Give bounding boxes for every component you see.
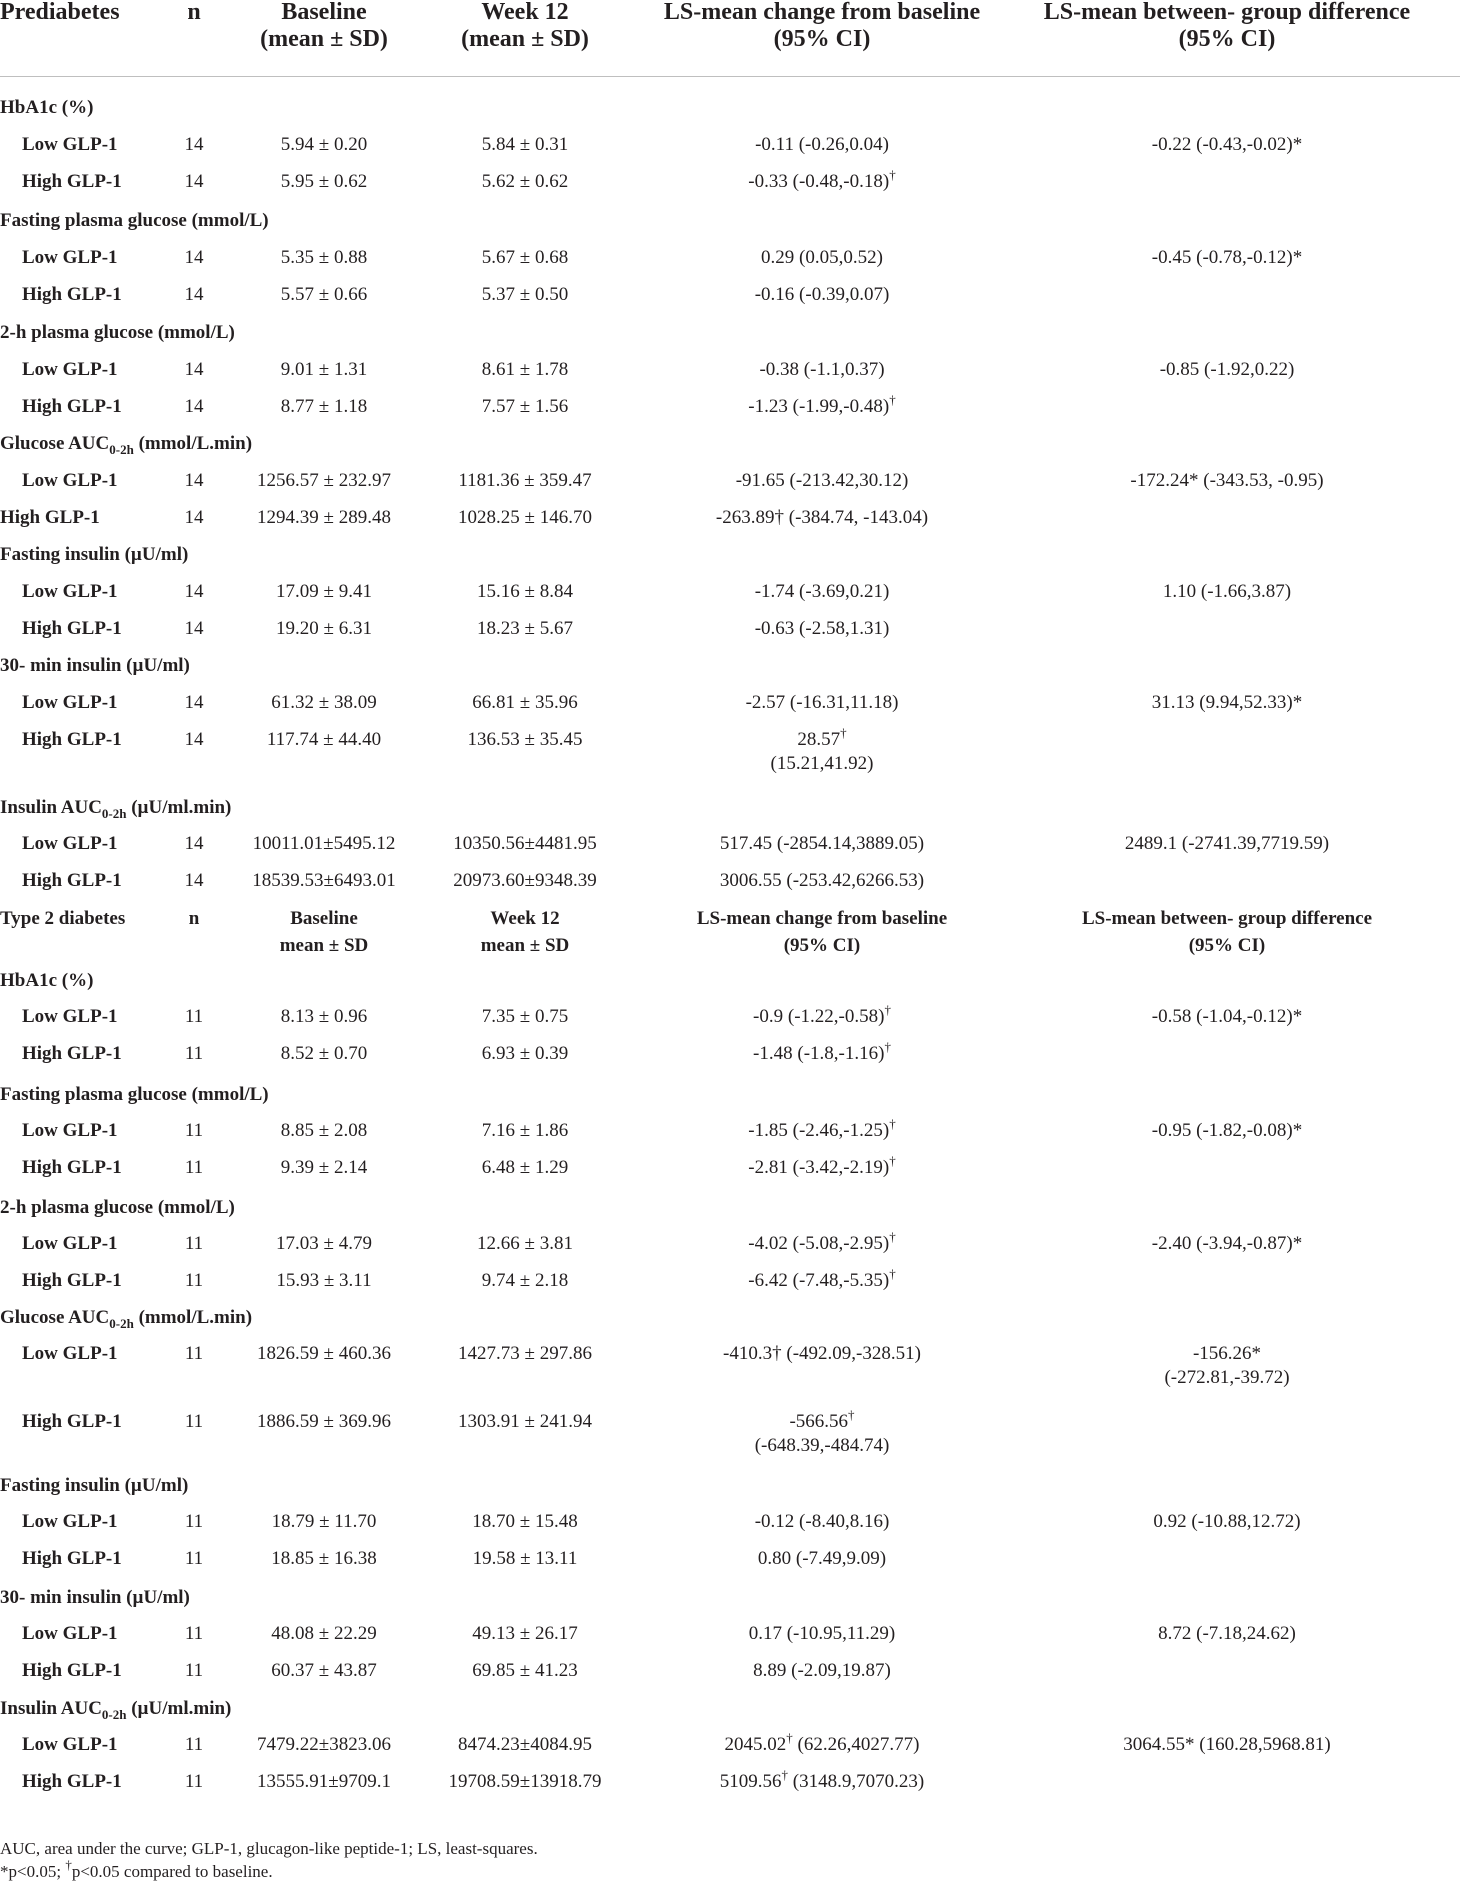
dagger-mark: † (889, 1229, 896, 1244)
cell-ls-change (746, 691, 899, 715)
header-prediabetes: Prediabetes (0, 0, 120, 25)
ls-change-value: 0.17 (-10.95,11.29) (748, 1623, 896, 1644)
measure-label-text: 30- min insulin (µU/ml) (0, 655, 190, 676)
cell-ls-change (724, 1730, 920, 1757)
measure-label-text: Insulin AUC (0, 797, 102, 818)
cell-n: 11 (184, 1511, 204, 1532)
cell-ls-diff: -0.58 (-1.04,-0.12)* (1151, 1006, 1303, 1027)
cell-week12: 18.23 ± 5.67 (477, 618, 573, 639)
measure-label-text: Fasting insulin (µU/ml) (0, 544, 189, 565)
ls-change-value: 517.45 (-2854.14,3889.05) (719, 833, 925, 854)
measure-label (0, 1474, 188, 1498)
cell-week12: 8474.23±4084.95 (458, 1734, 592, 1755)
row-group-name: Low GLP-1 (22, 134, 118, 155)
cell-week12: 49.13 ± 26.17 (472, 1623, 578, 1644)
footnote-baseline: p<0.05 compared to baseline. (71, 1862, 273, 1881)
cell-baseline: 19.20 ± 6.31 (276, 618, 372, 639)
row-group-name: Low GLP-1 (22, 581, 118, 602)
cell-n: 11 (184, 1006, 204, 1027)
cell-n: 11 (184, 1771, 204, 1792)
cell-ls-diff: -0.45 (-0.78,-0.12)* (1151, 247, 1303, 268)
row-group-name: Low GLP-1 (22, 1734, 118, 1755)
cell-week12: 136.53 ± 35.45 (467, 729, 583, 750)
footnote-star: *p<0.05; (0, 1862, 66, 1881)
cell-ls-change (720, 832, 924, 856)
cell-ls-change (755, 580, 890, 604)
row-group-name: Low GLP-1 (22, 1120, 118, 1141)
ls-change-value: -263.89† (-384.74, -143.04) (715, 507, 929, 528)
ls-change-value: -0.9 (-1.22,-0.58) (753, 1006, 885, 1027)
dagger-mark: † (786, 1730, 793, 1745)
cell-week12: 6.93 ± 0.39 (481, 1043, 569, 1064)
ls-change-value: 2045.02 (724, 1734, 787, 1755)
cell-baseline: 48.08 ± 22.29 (271, 1623, 377, 1644)
cell-ls-change (789, 1407, 855, 1434)
row-group-name: High GLP-1 (22, 1270, 122, 1291)
measure-label-unit: (mmol/L.min) (133, 1307, 253, 1328)
header-divider (0, 76, 1460, 77)
measure-label (0, 1697, 231, 1721)
cell-ls-change (749, 1622, 896, 1646)
row-group-name: High GLP-1 (22, 1157, 122, 1178)
measure-label-unit: (µU/ml.min) (126, 1698, 232, 1719)
ls-change-ci: (62.26,4027.77) (792, 1734, 920, 1755)
measure-label-text: 30- min insulin (µU/ml) (0, 1587, 190, 1608)
cell-baseline: 9.39 ± 2.14 (280, 1157, 368, 1178)
dagger-mark: † (889, 1116, 896, 1131)
cell-ls-change (755, 1510, 890, 1534)
cell-ls-change (797, 725, 847, 752)
cell-ls-diff: 2489.1 (-2741.39,7719.59) (1124, 833, 1330, 854)
cell-baseline: 1826.59 ± 460.36 (257, 1343, 391, 1364)
row-group-name: High GLP-1 (22, 729, 122, 750)
cell-baseline: 8.85 ± 2.08 (280, 1120, 368, 1141)
header-n: n (187, 0, 201, 25)
cell-week12: 5.84 ± 0.31 (481, 134, 569, 155)
measure-label (0, 1306, 252, 1330)
cell-week12: 1028.25 ± 146.70 (458, 507, 592, 528)
cell-ls-diff: 1.10 (-1.66,3.87) (1162, 581, 1292, 602)
row-group-name: Low GLP-1 (22, 1511, 118, 1532)
cell-n: 11 (184, 1548, 204, 1569)
measure-label-text: HbA1c (%) (0, 97, 94, 118)
measure-label-text: Glucose AUC (0, 1307, 110, 1328)
cell-n: 14 (184, 833, 204, 854)
subheader-ls-change: LS-mean change from baseline (696, 908, 948, 929)
cell-baseline: 13555.91±9709.1 (257, 1771, 391, 1792)
cell-ls-change-ci: (-648.39,-484.74) (754, 1435, 890, 1456)
cell-n: 14 (184, 247, 204, 268)
subheader-ls-change-ci: (95% CI) (783, 935, 861, 956)
cell-ls-change (720, 869, 924, 893)
header-ls-change-ci: (95% CI) (773, 26, 871, 52)
cell-n: 11 (184, 1157, 204, 1178)
cell-baseline: 18.85 ± 16.38 (271, 1548, 377, 1569)
ls-change-value: -1.74 (-3.69,0.21) (754, 581, 890, 602)
ls-change-value: -0.38 (-1.1,0.37) (759, 359, 885, 380)
cell-n: 11 (184, 1734, 204, 1755)
cell-ls-change (759, 358, 884, 382)
cell-n: 11 (184, 1120, 204, 1141)
cell-n: 11 (184, 1660, 204, 1681)
cell-baseline: 1256.57 ± 232.97 (257, 470, 391, 491)
dagger-mark: † (840, 725, 847, 740)
cell-ls-change (716, 506, 928, 530)
measure-label (0, 1083, 269, 1107)
cell-ls-change (761, 246, 883, 270)
cell-week12: 69.85 ± 41.23 (472, 1660, 578, 1681)
cell-week12: 9.74 ± 2.18 (481, 1270, 569, 1291)
cell-baseline: 1294.39 ± 289.48 (257, 507, 391, 528)
ls-change-value: -0.63 (-2.58,1.31) (754, 618, 890, 639)
ls-change-value: -410.3† (-492.09,-328.51) (723, 1343, 921, 1364)
cell-ls-diff-ci: (-272.81,-39.72) (1164, 1367, 1290, 1388)
ls-change-ci: (3148.9,7070.23) (788, 1771, 925, 1792)
cell-n: 14 (184, 507, 204, 528)
ls-change-value: -1.85 (-2.46,-1.25) (748, 1120, 890, 1141)
cell-n: 14 (184, 359, 204, 380)
measure-label-text: Glucose AUC (0, 433, 110, 454)
cell-baseline: 1886.59 ± 369.96 (257, 1411, 391, 1432)
row-group-name: Low GLP-1 (22, 692, 118, 713)
cell-ls-change (723, 1342, 921, 1366)
row-group-name: High GLP-1 (22, 1043, 122, 1064)
row-group-name: High GLP-1 (22, 1771, 122, 1792)
measure-label-subscript: 0-2h (109, 1316, 134, 1331)
cell-week12: 1303.91 ± 241.94 (458, 1411, 592, 1432)
row-group-name: High GLP-1 (22, 1548, 122, 1569)
measure-label (0, 654, 190, 678)
measure-label-text: Fasting plasma glucose (mmol/L) (0, 210, 269, 231)
cell-ls-change (748, 1153, 896, 1180)
row-group-name: Low GLP-1 (22, 833, 118, 854)
footnote-dagger: † (65, 1857, 72, 1872)
cell-n: 11 (184, 1623, 204, 1644)
measure-label (0, 969, 93, 993)
cell-baseline: 18539.53±6493.01 (252, 870, 396, 891)
cell-baseline: 17.03 ± 4.79 (276, 1233, 372, 1254)
cell-week12: 19708.59±13918.79 (448, 1771, 602, 1792)
cell-baseline: 17.09 ± 9.41 (276, 581, 372, 602)
cell-n: 11 (184, 1343, 204, 1364)
cell-week12: 1427.73 ± 297.86 (458, 1343, 592, 1364)
ls-change-value: 0.29 (0.05,0.52) (761, 247, 883, 268)
measure-label (0, 432, 252, 456)
ls-change-value: -2.57 (-16.31,11.18) (745, 692, 899, 713)
header-ls-change: LS-mean change from baseline (663, 0, 981, 25)
cell-baseline: 7479.22±3823.06 (257, 1734, 391, 1755)
cell-ls-change (755, 283, 890, 307)
dagger-mark: † (848, 1407, 855, 1422)
dagger-mark: † (884, 1039, 891, 1054)
cell-ls-change (748, 1229, 896, 1256)
cell-n: 11 (184, 1270, 204, 1291)
cell-week12: 20973.60±9348.39 (453, 870, 597, 891)
subheader-ls-diff-ci: (95% CI) (1188, 935, 1266, 956)
measure-label-text: Fasting plasma glucose (mmol/L) (0, 1084, 269, 1105)
ls-change-value: -1.48 (-1.8,-1.16) (753, 1043, 885, 1064)
cell-baseline: 8.52 ± 0.70 (280, 1043, 368, 1064)
ls-change-value: 0.80 (-7.49,9.09) (757, 1548, 887, 1569)
cell-week12: 7.16 ± 1.86 (481, 1120, 569, 1141)
measure-label-text: 2-h plasma glucose (mmol/L) (0, 1197, 235, 1218)
cell-ls-diff: 3064.55* (160.28,5968.81) (1123, 1734, 1331, 1755)
cell-ls-change (748, 167, 896, 194)
cell-week12: 15.16 ± 8.84 (477, 581, 573, 602)
subheader-baseline-sub: mean ± SD (279, 935, 369, 956)
ls-change-value: -4.02 (-5.08,-2.95) (748, 1233, 890, 1254)
cell-ls-diff: 31.13 (9.94,52.33)* (1151, 692, 1303, 713)
measure-label-unit: (mmol/L.min) (133, 433, 253, 454)
row-group-name: High GLP-1 (22, 1660, 122, 1681)
cell-week12: 10350.56±4481.95 (453, 833, 597, 854)
measure-label-text: Insulin AUC (0, 1698, 102, 1719)
row-group-name: Low GLP-1 (22, 470, 118, 491)
dagger-mark: † (889, 1266, 896, 1281)
ls-change-value: -1.23 (-1.99,-0.48) (748, 396, 890, 417)
cell-baseline: 8.13 ± 0.96 (280, 1006, 368, 1027)
cell-ls-change (748, 392, 896, 419)
cell-ls-change (753, 1039, 891, 1066)
subheader-week12: Week 12 (490, 908, 560, 929)
cell-baseline: 18.79 ± 11.70 (271, 1511, 377, 1532)
row-group-name: Low GLP-1 (22, 1233, 118, 1254)
cell-baseline: 10011.01±5495.12 (252, 833, 396, 854)
cell-ls-change (755, 617, 890, 641)
measure-label-subscript: 0-2h (101, 806, 127, 821)
ls-change-value: -0.33 (-0.48,-0.18) (748, 171, 890, 192)
cell-week12: 7.35 ± 0.75 (481, 1006, 569, 1027)
cell-ls-diff: 8.72 (-7.18,24.62) (1158, 1623, 1296, 1644)
ls-change-value: 8.89 (-2.09,19.87) (753, 1660, 891, 1681)
row-group-name: High GLP-1 (22, 396, 122, 417)
row-group-name: Low GLP-1 (22, 1006, 118, 1027)
cell-n: 11 (184, 1411, 204, 1432)
ls-change-value: -91.65 (-213.42,30.12) (735, 470, 909, 491)
cell-week12: 5.37 ± 0.50 (481, 284, 569, 305)
cell-week12: 66.81 ± 35.96 (472, 692, 578, 713)
cell-n: 14 (184, 470, 204, 491)
cell-baseline: 117.74 ± 44.40 (266, 729, 382, 750)
ls-change-value: -0.11 (-0.26,0.04) (755, 134, 889, 155)
cell-n: 14 (184, 618, 204, 639)
footnote-abbreviations: AUC, area under the curve; GLP-1, glucagon-like peptide-1; LS, least-squares. (0, 1839, 538, 1858)
row-group-name: High GLP-1 (22, 1411, 122, 1432)
cell-n: 11 (184, 1043, 204, 1064)
cell-week12: 8.61 ± 1.78 (481, 359, 569, 380)
subheader-n: n (188, 908, 200, 929)
row-group-name: Low GLP-1 (22, 247, 118, 268)
subheader-ls-diff: LS-mean between- group difference (1081, 908, 1373, 929)
measure-label-subscript: 0-2h (101, 1707, 127, 1722)
cell-baseline: 9.01 ± 1.31 (280, 359, 368, 380)
cell-week12: 5.67 ± 0.68 (481, 247, 569, 268)
cell-ls-change (758, 1547, 886, 1571)
measure-label (0, 1586, 190, 1610)
cell-ls-change (736, 469, 909, 493)
ls-change-value: 28.57 (797, 729, 841, 750)
ls-change-value: -0.12 (-8.40,8.16) (754, 1511, 890, 1532)
cell-week12: 6.48 ± 1.29 (481, 1157, 569, 1178)
row-group-name: High GLP-1 (22, 171, 122, 192)
cell-ls-diff: -172.24* (-343.53, -0.95) (1130, 470, 1324, 491)
cell-week12: 1181.36 ± 359.47 (458, 470, 592, 491)
header-week12: Week 12 (481, 0, 569, 25)
cell-ls-change (753, 1659, 891, 1683)
measure-label-unit: (µU/ml.min) (126, 797, 232, 818)
row-group-name: Low GLP-1 (22, 1343, 118, 1364)
measure-label-text: Fasting insulin (µU/ml) (0, 1475, 189, 1496)
ls-change-value: 3006.55 (-253.42,6266.53) (719, 870, 925, 891)
ls-change-value: -0.16 (-0.39,0.07) (754, 284, 890, 305)
cell-week12: 18.70 ± 15.48 (472, 1511, 578, 1532)
dagger-mark: † (889, 392, 896, 407)
cell-ls-diff: -0.22 (-0.43,-0.02)* (1151, 134, 1303, 155)
cell-ls-change-ci: (15.21,41.92) (770, 753, 874, 774)
cell-baseline: 5.35 ± 0.88 (280, 247, 368, 268)
header-ls-diff: LS-mean between- group difference (1043, 0, 1411, 25)
cell-n: 14 (184, 134, 204, 155)
measure-label-text: 2-h plasma glucose (mmol/L) (0, 322, 235, 343)
cell-ls-change (753, 1002, 891, 1029)
cell-n: 14 (184, 284, 204, 305)
cell-n: 14 (184, 692, 204, 713)
cell-baseline: 61.32 ± 38.09 (271, 692, 377, 713)
row-group-name: High GLP-1 (22, 284, 122, 305)
ls-change-value: -566.56 (789, 1411, 849, 1432)
cell-ls-change (719, 1767, 925, 1794)
cell-baseline: 60.37 ± 43.87 (271, 1660, 377, 1681)
cell-ls-diff: 0.92 (-10.88,12.72) (1153, 1511, 1301, 1532)
row-group-name: High GLP-1 (22, 618, 122, 639)
row-group-name: Low GLP-1 (22, 359, 118, 380)
measure-label-subscript: 0-2h (109, 442, 134, 457)
footnote-significance (0, 1857, 273, 1883)
measure-label (0, 209, 269, 233)
cell-ls-diff: -0.85 (-1.92,0.22) (1159, 359, 1295, 380)
ls-change-value: 5109.56 (719, 1771, 782, 1792)
header-baseline-sub: (mean ± SD) (260, 26, 388, 52)
cell-n: 14 (184, 870, 204, 891)
dagger-mark: † (889, 1153, 896, 1168)
subheader-baseline: Baseline (290, 908, 358, 929)
measure-label (0, 543, 188, 567)
row-group-name: Low GLP-1 (22, 1623, 118, 1644)
cell-ls-change (748, 1116, 896, 1143)
cell-baseline: 5.94 ± 0.20 (280, 134, 368, 155)
cell-week12: 5.62 ± 0.62 (481, 171, 569, 192)
measure-label (0, 796, 231, 820)
subheader-type2: Type 2 diabetes (0, 908, 126, 929)
cell-n: 14 (184, 171, 204, 192)
header-week12-sub: (mean ± SD) (461, 26, 589, 52)
subheader-week12-sub: mean ± SD (480, 935, 570, 956)
measure-label (0, 1196, 235, 1220)
dagger-mark: † (889, 167, 896, 182)
cell-ls-diff: -156.26* (1192, 1343, 1262, 1364)
cell-baseline: 5.95 ± 0.62 (280, 171, 368, 192)
cell-ls-diff: -0.95 (-1.82,-0.08)* (1151, 1120, 1303, 1141)
cell-baseline: 5.57 ± 0.66 (280, 284, 368, 305)
dagger-mark: † (781, 1767, 789, 1782)
cell-n: 14 (184, 396, 204, 417)
header-ls-diff-ci: (95% CI) (1178, 26, 1276, 52)
cell-ls-change (748, 1266, 896, 1293)
row-group-name: High GLP-1 (0, 507, 100, 528)
measure-label-text: HbA1c (%) (0, 970, 94, 991)
ls-change-value: -2.81 (-3.42,-2.19) (748, 1157, 890, 1178)
ls-change-value: -6.42 (-7.48,-5.35) (748, 1270, 890, 1291)
cell-baseline: 8.77 ± 1.18 (280, 396, 368, 417)
row-group-name: High GLP-1 (22, 870, 122, 891)
cell-baseline: 15.93 ± 3.11 (276, 1270, 372, 1291)
dagger-mark: † (884, 1002, 891, 1017)
cell-n: 14 (184, 581, 204, 602)
measure-label (0, 321, 235, 345)
cell-week12: 7.57 ± 1.56 (481, 396, 569, 417)
measure-label (0, 96, 93, 120)
cell-n: 14 (184, 729, 204, 750)
cell-week12: 12.66 ± 3.81 (477, 1233, 573, 1254)
cell-ls-diff: -2.40 (-3.94,-0.87)* (1151, 1233, 1303, 1254)
cell-week12: 19.58 ± 13.11 (472, 1548, 578, 1569)
header-baseline: Baseline (281, 0, 367, 25)
cell-ls-change (755, 133, 889, 157)
cell-n: 11 (184, 1233, 204, 1254)
